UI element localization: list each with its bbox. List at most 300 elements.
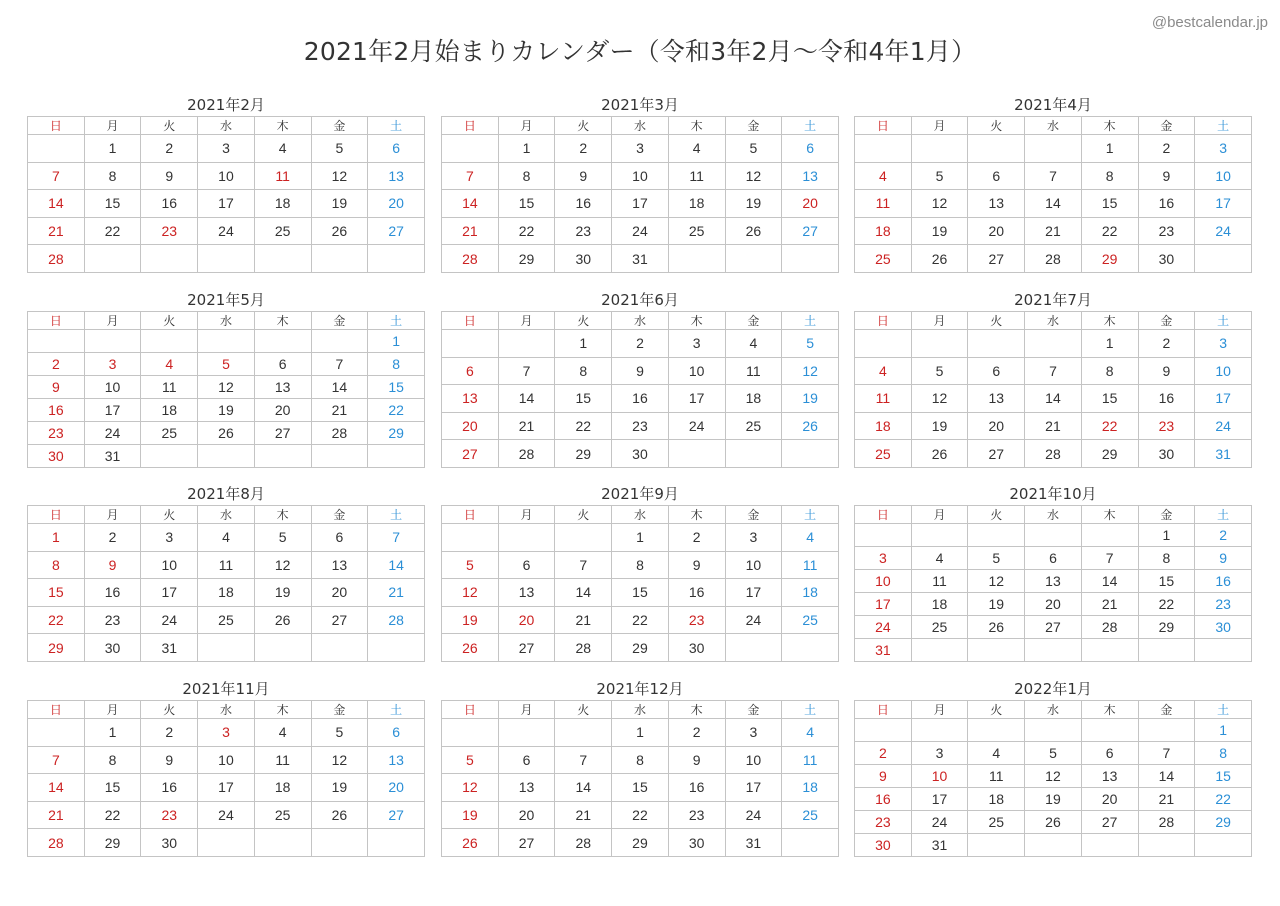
- day-cell: 8: [368, 353, 425, 376]
- day-cell: 9: [1195, 547, 1252, 570]
- day-cell: 18: [254, 190, 311, 218]
- day-cell: 23: [855, 811, 912, 834]
- empty-cell: [28, 719, 85, 747]
- day-cell: 20: [254, 399, 311, 422]
- empty-cell: [311, 634, 368, 662]
- day-cell: 7: [1025, 357, 1082, 385]
- day-cell: 31: [1195, 440, 1252, 468]
- day-cell: 6: [442, 357, 499, 385]
- empty-cell: [1081, 639, 1138, 662]
- day-cell: 12: [442, 579, 499, 607]
- weekday-header: 日: [442, 117, 499, 135]
- day-cell: 2: [141, 135, 198, 163]
- day-cell: 6: [498, 551, 555, 579]
- day-cell: 14: [368, 551, 425, 579]
- day-cell: 30: [84, 634, 141, 662]
- month-calendar: [854, 289, 1252, 468]
- day-cell: 4: [968, 742, 1025, 765]
- day-cell: 2: [1138, 330, 1195, 358]
- week-row: [855, 135, 1252, 163]
- day-cell: 27: [254, 422, 311, 445]
- day-cell: 24: [198, 217, 255, 245]
- week-row: [28, 353, 425, 376]
- week-row: [442, 135, 839, 163]
- month-calendar: [27, 94, 425, 273]
- day-cell: 8: [84, 162, 141, 190]
- week-row: [28, 135, 425, 163]
- day-cell: 30: [555, 245, 612, 273]
- week-row: [28, 399, 425, 422]
- day-cell: 18: [855, 217, 912, 245]
- month-calendar: [441, 678, 839, 857]
- empty-cell: [1025, 719, 1082, 742]
- day-cell: 31: [84, 445, 141, 468]
- day-cell: 10: [141, 551, 198, 579]
- weekday-header: 土: [782, 506, 839, 524]
- weekday-header: 金: [311, 312, 368, 330]
- day-cell: 5: [442, 746, 499, 774]
- week-row: [855, 593, 1252, 616]
- day-cell: 20: [311, 579, 368, 607]
- weekday-header: 火: [555, 701, 612, 719]
- day-cell: 16: [1195, 570, 1252, 593]
- weekday-header: 水: [612, 701, 669, 719]
- day-cell: 17: [1195, 385, 1252, 413]
- empty-cell: [1138, 719, 1195, 742]
- week-row: [855, 742, 1252, 765]
- day-cell: 16: [668, 579, 725, 607]
- day-cell: 6: [254, 353, 311, 376]
- empty-cell: [968, 834, 1025, 857]
- week-row: [855, 788, 1252, 811]
- day-cell: 27: [498, 634, 555, 662]
- empty-cell: [968, 719, 1025, 742]
- day-cell: 7: [28, 746, 85, 774]
- day-cell: 25: [141, 422, 198, 445]
- month-calendar: [441, 94, 839, 273]
- day-cell: 1: [1195, 719, 1252, 742]
- day-cell: 5: [311, 135, 368, 163]
- day-cell: 2: [84, 524, 141, 552]
- day-cell: 21: [368, 579, 425, 607]
- week-row: [855, 412, 1252, 440]
- day-cell: 22: [84, 801, 141, 829]
- day-cell: 12: [911, 190, 968, 218]
- day-cell: 1: [555, 330, 612, 358]
- day-cell: 24: [141, 606, 198, 634]
- day-cell: 3: [84, 353, 141, 376]
- day-cell: 29: [28, 634, 85, 662]
- day-cell: 25: [855, 245, 912, 273]
- day-cell: 11: [725, 357, 782, 385]
- day-cell: 26: [1025, 811, 1082, 834]
- month-title: 2021年5月: [187, 291, 265, 309]
- day-cell: 16: [555, 190, 612, 218]
- day-cell: 4: [725, 330, 782, 358]
- month-table: [854, 700, 1252, 857]
- day-cell: 5: [968, 547, 1025, 570]
- week-row: [28, 746, 425, 774]
- day-cell: 21: [555, 801, 612, 829]
- weekday-header: 日: [855, 312, 912, 330]
- month-table: [441, 116, 839, 273]
- day-cell: 29: [1081, 440, 1138, 468]
- month-table: [27, 700, 425, 857]
- day-cell: 28: [1025, 245, 1082, 273]
- day-cell: 17: [141, 579, 198, 607]
- day-cell: 3: [612, 135, 669, 163]
- day-cell: 21: [28, 801, 85, 829]
- day-cell: 23: [1138, 217, 1195, 245]
- weekday-header: 土: [782, 117, 839, 135]
- day-cell: 15: [368, 376, 425, 399]
- day-cell: 18: [141, 399, 198, 422]
- empty-cell: [442, 524, 499, 552]
- day-cell: 2: [855, 742, 912, 765]
- day-cell: 3: [725, 719, 782, 747]
- empty-cell: [84, 330, 141, 353]
- day-cell: 28: [28, 245, 85, 273]
- day-cell: 17: [1195, 190, 1252, 218]
- week-row: [442, 746, 839, 774]
- day-cell: 9: [1138, 357, 1195, 385]
- day-cell: 28: [1138, 811, 1195, 834]
- week-row: [855, 547, 1252, 570]
- day-cell: 5: [782, 330, 839, 358]
- day-cell: 7: [498, 357, 555, 385]
- empty-cell: [968, 330, 1025, 358]
- weekday-header: 木: [1081, 506, 1138, 524]
- week-row: [855, 834, 1252, 857]
- day-cell: 3: [1195, 135, 1252, 163]
- weekday-header: 木: [1081, 312, 1138, 330]
- day-cell: 8: [1081, 357, 1138, 385]
- day-cell: 18: [782, 774, 839, 802]
- weekday-header: 土: [1195, 506, 1252, 524]
- day-cell: 7: [555, 746, 612, 774]
- day-cell: 4: [911, 547, 968, 570]
- weekday-header: 木: [254, 701, 311, 719]
- day-cell: 14: [311, 376, 368, 399]
- day-cell: 26: [311, 217, 368, 245]
- month-table: [441, 311, 839, 468]
- empty-cell: [311, 445, 368, 468]
- weekday-header: 土: [1195, 312, 1252, 330]
- weekday-header: 月: [84, 701, 141, 719]
- day-cell: 29: [498, 245, 555, 273]
- weekday-header: 月: [84, 117, 141, 135]
- weekday-header: 月: [911, 117, 968, 135]
- day-cell: 25: [968, 811, 1025, 834]
- empty-cell: [442, 330, 499, 358]
- week-row: [855, 190, 1252, 218]
- day-cell: 23: [668, 801, 725, 829]
- empty-cell: [1081, 834, 1138, 857]
- day-cell: 20: [1025, 593, 1082, 616]
- day-cell: 4: [668, 135, 725, 163]
- day-cell: 8: [612, 746, 669, 774]
- day-cell: 13: [254, 376, 311, 399]
- month-title: 2021年11月: [182, 680, 270, 698]
- week-row: [28, 829, 425, 857]
- day-cell: 25: [254, 217, 311, 245]
- day-cell: 13: [368, 746, 425, 774]
- day-cell: 12: [442, 774, 499, 802]
- weekday-header: 水: [198, 701, 255, 719]
- weekday-header: 水: [198, 506, 255, 524]
- empty-cell: [782, 440, 839, 468]
- weekday-header: 土: [368, 312, 425, 330]
- empty-cell: [1081, 524, 1138, 547]
- day-cell: 29: [612, 829, 669, 857]
- empty-cell: [782, 829, 839, 857]
- day-cell: 25: [668, 217, 725, 245]
- day-cell: 19: [311, 190, 368, 218]
- day-cell: 18: [198, 579, 255, 607]
- empty-cell: [725, 634, 782, 662]
- day-cell: 7: [442, 162, 499, 190]
- empty-cell: [368, 829, 425, 857]
- day-cell: 16: [612, 385, 669, 413]
- week-row: [855, 570, 1252, 593]
- day-cell: 24: [725, 801, 782, 829]
- week-row: [855, 217, 1252, 245]
- day-cell: 3: [725, 524, 782, 552]
- empty-cell: [555, 524, 612, 552]
- day-cell: 28: [442, 245, 499, 273]
- day-cell: 2: [668, 524, 725, 552]
- month-calendar: [27, 678, 425, 857]
- day-cell: 29: [1138, 616, 1195, 639]
- day-cell: 10: [1195, 357, 1252, 385]
- weekday-header: 水: [1025, 506, 1082, 524]
- day-cell: 21: [555, 606, 612, 634]
- day-cell: 2: [555, 135, 612, 163]
- day-cell: 14: [28, 774, 85, 802]
- empty-cell: [254, 634, 311, 662]
- week-row: [855, 245, 1252, 273]
- day-cell: 11: [855, 385, 912, 413]
- weekday-header: 木: [668, 701, 725, 719]
- day-cell: 22: [28, 606, 85, 634]
- day-cell: 10: [855, 570, 912, 593]
- day-cell: 2: [612, 330, 669, 358]
- empty-cell: [1025, 639, 1082, 662]
- weekday-header: 日: [855, 117, 912, 135]
- empty-cell: [1138, 639, 1195, 662]
- day-cell: 12: [198, 376, 255, 399]
- day-cell: 10: [725, 551, 782, 579]
- month-calendar: [27, 289, 425, 468]
- day-cell: 26: [911, 440, 968, 468]
- empty-cell: [498, 330, 555, 358]
- empty-cell: [855, 135, 912, 163]
- day-cell: 22: [1081, 217, 1138, 245]
- day-cell: 2: [28, 353, 85, 376]
- day-cell: 18: [968, 788, 1025, 811]
- day-cell: 7: [1138, 742, 1195, 765]
- day-cell: 16: [1138, 385, 1195, 413]
- day-cell: 3: [668, 330, 725, 358]
- day-cell: 7: [555, 551, 612, 579]
- day-cell: 9: [141, 746, 198, 774]
- week-row: [28, 719, 425, 747]
- empty-cell: [498, 719, 555, 747]
- day-cell: 20: [968, 412, 1025, 440]
- day-cell: 13: [368, 162, 425, 190]
- week-row: [442, 774, 839, 802]
- week-row: [28, 190, 425, 218]
- empty-cell: [1025, 330, 1082, 358]
- day-cell: 21: [498, 412, 555, 440]
- day-cell: 1: [368, 330, 425, 353]
- day-cell: 26: [968, 616, 1025, 639]
- day-cell: 9: [668, 746, 725, 774]
- empty-cell: [555, 719, 612, 747]
- day-cell: 28: [311, 422, 368, 445]
- day-cell: 26: [911, 245, 968, 273]
- month-table: [27, 505, 425, 662]
- week-row: [855, 765, 1252, 788]
- month-table: [441, 505, 839, 662]
- day-cell: 16: [855, 788, 912, 811]
- month-title: 2021年6月: [601, 291, 679, 309]
- day-cell: 10: [725, 746, 782, 774]
- day-cell: 24: [198, 801, 255, 829]
- day-cell: 22: [612, 801, 669, 829]
- day-cell: 15: [612, 579, 669, 607]
- day-cell: 11: [254, 162, 311, 190]
- day-cell: 19: [782, 385, 839, 413]
- day-cell: 23: [28, 422, 85, 445]
- month-table: [854, 505, 1252, 662]
- empty-cell: [1025, 834, 1082, 857]
- day-cell: 26: [442, 829, 499, 857]
- day-cell: 15: [84, 774, 141, 802]
- day-cell: 22: [1195, 788, 1252, 811]
- day-cell: 15: [555, 385, 612, 413]
- day-cell: 26: [442, 634, 499, 662]
- weekday-header: 火: [968, 117, 1025, 135]
- weekday-header: 木: [254, 117, 311, 135]
- day-cell: 22: [555, 412, 612, 440]
- day-cell: 12: [254, 551, 311, 579]
- day-cell: 4: [198, 524, 255, 552]
- empty-cell: [28, 135, 85, 163]
- day-cell: 8: [84, 746, 141, 774]
- empty-cell: [198, 330, 255, 353]
- day-cell: 5: [442, 551, 499, 579]
- month-table: [441, 700, 839, 857]
- day-cell: 16: [28, 399, 85, 422]
- day-cell: 25: [855, 440, 912, 468]
- day-cell: 15: [1138, 570, 1195, 593]
- empty-cell: [782, 245, 839, 273]
- day-cell: 19: [911, 412, 968, 440]
- week-row: [855, 616, 1252, 639]
- day-cell: 6: [498, 746, 555, 774]
- week-row: [28, 445, 425, 468]
- day-cell: 1: [1138, 524, 1195, 547]
- day-cell: 3: [198, 135, 255, 163]
- weekday-header: 木: [1081, 701, 1138, 719]
- day-cell: 28: [555, 829, 612, 857]
- month-calendar: [854, 94, 1252, 273]
- empty-cell: [28, 330, 85, 353]
- day-cell: 17: [855, 593, 912, 616]
- day-cell: 6: [968, 357, 1025, 385]
- day-cell: 27: [311, 606, 368, 634]
- empty-cell: [855, 524, 912, 547]
- weekday-header: 水: [612, 312, 669, 330]
- day-cell: 24: [668, 412, 725, 440]
- day-cell: 14: [498, 385, 555, 413]
- day-cell: 29: [612, 634, 669, 662]
- day-cell: 1: [1081, 330, 1138, 358]
- empty-cell: [254, 330, 311, 353]
- empty-cell: [254, 245, 311, 273]
- day-cell: 16: [141, 774, 198, 802]
- weekday-header: 月: [84, 506, 141, 524]
- empty-cell: [911, 135, 968, 163]
- weekday-header: 水: [198, 312, 255, 330]
- week-row: [28, 422, 425, 445]
- weekday-header: 金: [725, 312, 782, 330]
- day-cell: 28: [498, 440, 555, 468]
- day-cell: 24: [725, 606, 782, 634]
- week-row: [442, 801, 839, 829]
- day-cell: 4: [855, 162, 912, 190]
- empty-cell: [311, 245, 368, 273]
- day-cell: 19: [198, 399, 255, 422]
- day-cell: 14: [442, 190, 499, 218]
- weekday-header: 金: [725, 117, 782, 135]
- day-cell: 29: [1195, 811, 1252, 834]
- day-cell: 19: [1025, 788, 1082, 811]
- week-row: [28, 551, 425, 579]
- day-cell: 21: [28, 217, 85, 245]
- weekday-header: 木: [668, 117, 725, 135]
- day-cell: 30: [1195, 616, 1252, 639]
- day-cell: 19: [442, 606, 499, 634]
- day-cell: 21: [1025, 412, 1082, 440]
- week-row: [442, 330, 839, 358]
- week-row: [442, 551, 839, 579]
- month-title: 2021年2月: [187, 96, 265, 114]
- day-cell: 6: [368, 719, 425, 747]
- day-cell: 22: [1081, 412, 1138, 440]
- weekday-header: 日: [855, 506, 912, 524]
- day-cell: 27: [1025, 616, 1082, 639]
- day-cell: 24: [911, 811, 968, 834]
- day-cell: 23: [668, 606, 725, 634]
- day-cell: 30: [1138, 245, 1195, 273]
- weekday-header: 木: [668, 506, 725, 524]
- week-row: [442, 606, 839, 634]
- week-row: [442, 217, 839, 245]
- weekday-header: 木: [668, 312, 725, 330]
- day-cell: 29: [84, 829, 141, 857]
- week-row: [28, 217, 425, 245]
- day-cell: 11: [855, 190, 912, 218]
- day-cell: 5: [198, 353, 255, 376]
- day-cell: 19: [442, 801, 499, 829]
- weekday-header: 火: [968, 312, 1025, 330]
- day-cell: 5: [311, 719, 368, 747]
- day-cell: 9: [28, 376, 85, 399]
- empty-cell: [782, 634, 839, 662]
- day-cell: 5: [911, 162, 968, 190]
